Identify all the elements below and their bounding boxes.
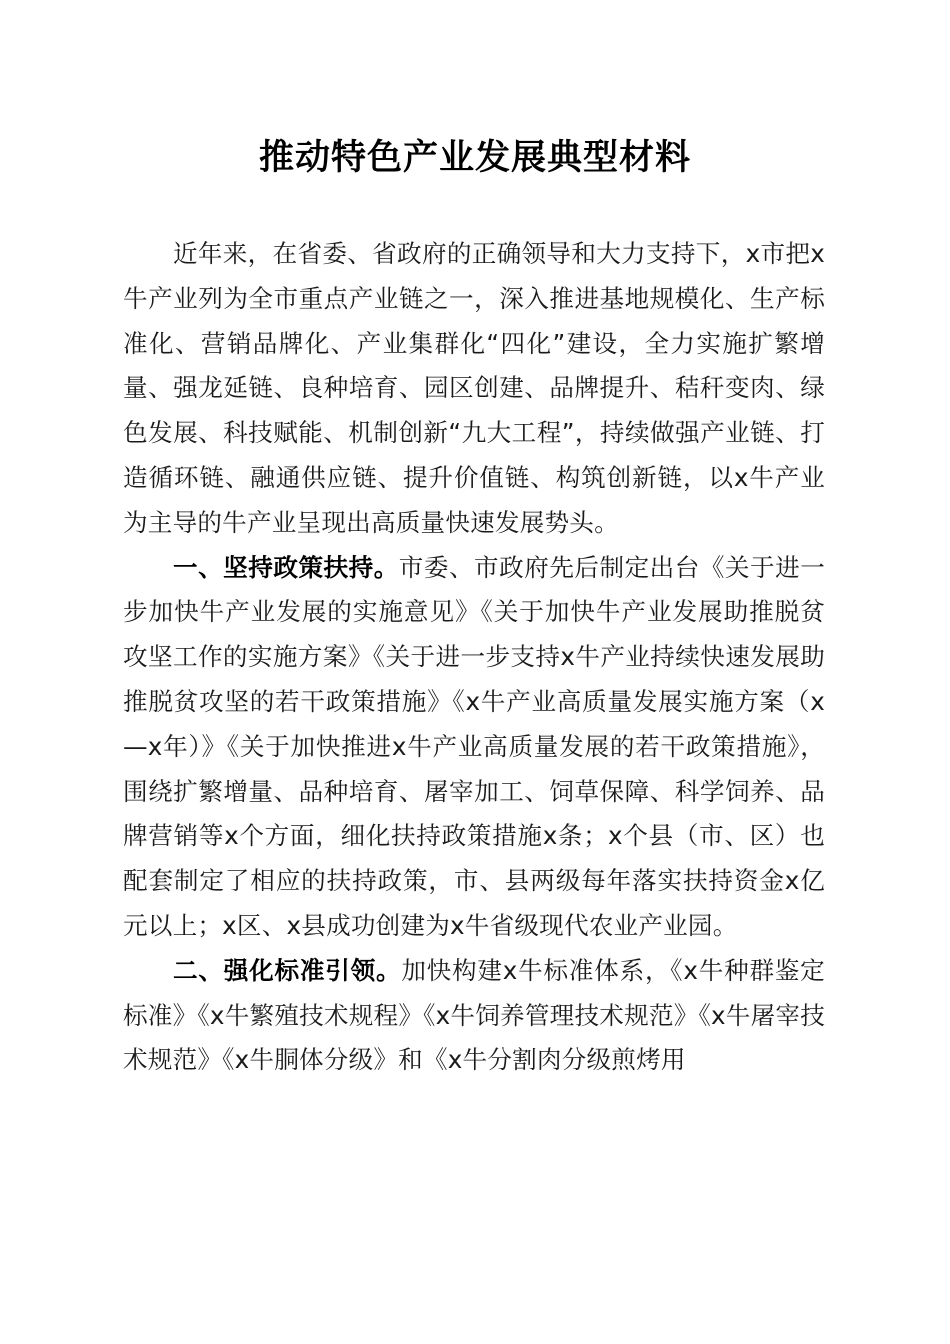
section-heading: 二、强化标准引领。	[173, 955, 402, 985]
document-title: 推动特色产业发展典型材料	[258, 137, 691, 178]
paragraph-text: 近年来，在省委、省政府的正确领导和大力支持下，x市把x牛产业列为全市重点产业链之一，深入推进基地规模化、生产标准化、营销品牌化、产业集群化“四化”建设，全力实施扩繁增量、强龙延链、良种培育、园区创建、品牌提升、秸秆变肉、绿色发展、科技赋能、机制创新“九大工程”，持续做强产业链、打造循环链、融通供应链、提升价值链、构筑创新链，以x牛产业为主导的牛产业呈现出高质量快速发展势头。	[123, 239, 825, 537]
paragraph-text: 加快构建x牛标准体系，《x牛种群鉴定标准》《x牛繁殖技术规程》《x牛饲养管理技术规范》《x牛屠宰技术规范》《x牛胴体分级》和《x牛分割肉分级煎烤用	[123, 955, 825, 1075]
paragraph-section-2	[123, 949, 825, 1083]
document-body	[123, 232, 825, 1083]
paragraph-intro	[123, 232, 825, 546]
paragraph-section-1	[123, 546, 825, 949]
section-heading: 一、坚持政策扶持。	[173, 552, 399, 582]
paragraph-text: 市委、市政府先后制定出台《关于进一步加快牛产业发展的实施意见》《关于加快牛产业发展助推脱贫攻坚工作的实施方案》《关于进一步支持x牛产业持续快速发展助推脱贫攻坚的若干政策措施》《x牛产业高质量发展实施方案（x—x年）》《关于加快推进x牛产业高质量发展的若干政策措施》，围绕扩繁增量、品种培育、屠宰加工、饲草保障、科学饲养、品牌营销等x个方面，细化扶持政策措施x条；x个县（市、区）也配套制定了相应的扶持政策，市、县两级每年落实扶持资金x亿元以上；x区、x县成功创建为x牛省级现代农业产业园。	[123, 552, 825, 940]
